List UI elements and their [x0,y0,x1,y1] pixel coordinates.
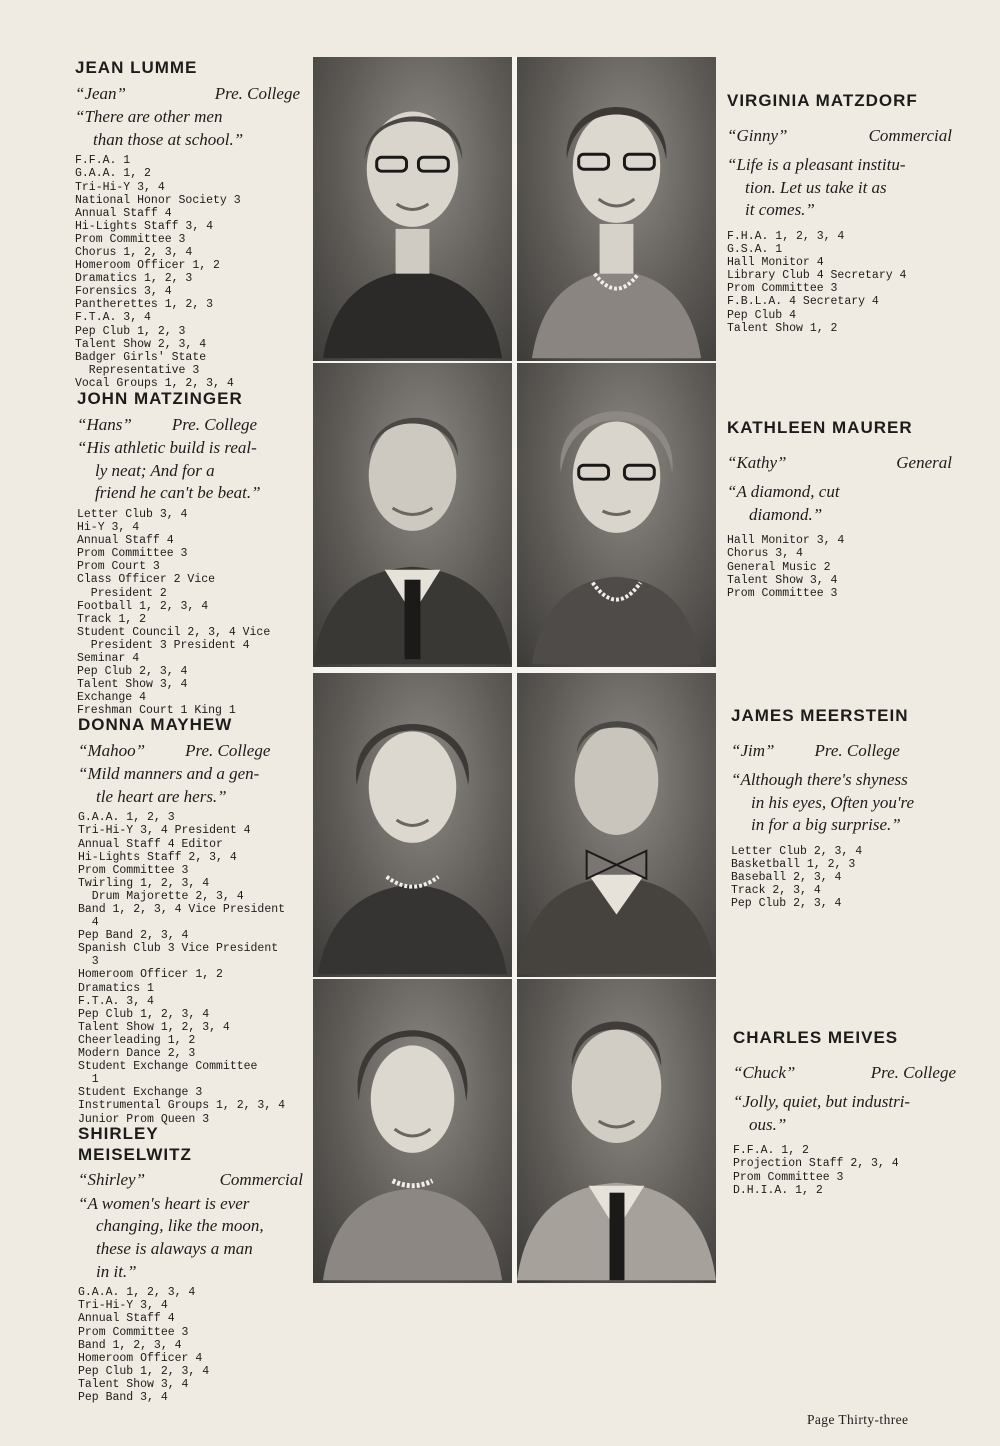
activity-item: Prom Court 3 [77,560,160,574]
nickname-course-row [78,1170,303,1190]
student-course: Pre. College [171,414,258,434]
nickname-course-row [731,741,956,761]
activity-item: Talent Show 3, 4 [78,1377,189,1391]
student-course: Pre. College [814,740,900,760]
student-quote: “Life is a pleasant institu- tion. Let us take it as it comes.” [727,155,906,220]
nickname-course-row [727,453,952,473]
student-nickname: “Chuck” [733,1062,796,1082]
student-entry-shirley-meiselwitz [78,1124,303,1404]
student-quote: “His athletic build is real- ly neat; And for a friend he can't be beat.” [77,438,261,503]
activity-item: F.T.A. 3, 4 [75,311,151,325]
activity-item: Student Exchange 3 [78,1086,203,1100]
activity-item: Pep Club 2, 3, 4 [77,665,188,679]
activity-item: G.A.A. 1, 2 [75,167,151,181]
student-course: Pre. College [214,83,300,103]
student-entry-john-matzinger [77,389,302,717]
student-quote: “There are other men than those at school.” [75,107,244,149]
activity-list [78,1286,303,1404]
activity-item: F.H.A. 1, 2, 3, 4 [727,229,845,243]
student-name: VIRGINIA MATZDORF [727,91,918,110]
student-entry-jean-lumme [75,58,300,390]
portrait-photo-kathleen-maurer [517,363,716,667]
activity-item: Homeroom Officer 1, 2 [78,968,223,982]
activity-item: D.H.I.A. 1, 2 [733,1183,823,1197]
activity-item: Annual Staff 4 Editor [78,837,223,851]
activity-item: Hall Monitor 4 [727,256,824,270]
student-course: Commercial [219,1170,303,1190]
activity-list [727,534,952,599]
student-name: DONNA MAYHEW [78,715,233,734]
portrait-photo-shirley-meiselwitz [313,979,512,1283]
portrait-photo-james-meerstein [517,673,716,977]
nickname-course-row [733,1063,956,1083]
activity-item: Prom Committee 3 [733,1170,844,1184]
activity-item: Badger Girls' State [75,350,207,364]
activity-item: Hi-Lights Staff 3, 4 [75,219,214,233]
student-name: CHARLES MEIVES [733,1028,899,1047]
activity-item: Homeroom Officer 4 [78,1351,203,1365]
activity-item: Chorus 3, 4 [727,547,803,561]
page-number: Page Thirty-three [807,1412,909,1427]
activity-item: Track 2, 3, 4 [731,884,821,898]
activity-item: Chorus 1, 2, 3, 4 [75,246,193,259]
nickname-course-row [78,741,303,761]
activity-item: Pep Band 2, 3, 4 [78,929,189,943]
activity-item: Talent Show 3, 4 [77,678,188,692]
nickname-course-row [75,84,300,104]
activity-item: Prom Committee 3 [78,863,189,877]
activity-item: Freshman Court 1 King 1 [77,704,236,718]
student-entry-charles-meives [733,1028,956,1197]
activity-item: Tri-Hi-Y 3, 4 President 4 [78,824,251,838]
activity-item: G.A.A. 1, 2, 3 [78,811,175,825]
activity-item: Pep Club 1, 2, 3, 4 [78,1364,210,1378]
activity-item: Pantherettes 1, 2, 3 [75,298,214,312]
activity-item: Instrumental Groups 1, 2, 3, 4 [78,1099,286,1113]
activity-item: Modern Dance 2, 3 [78,1047,196,1061]
activity-item: 3 [78,955,99,969]
student-quote: “Jolly, quiet, but industri- ous.” [733,1092,911,1134]
student-entry-virginia-matzdorf [727,91,952,335]
activity-item: Prom Committee 3 [727,282,838,296]
activity-item: Hall Monitor 3, 4 [727,534,845,548]
student-entry-kathleen-maurer [727,418,952,600]
activity-item: Talent Show 2, 3, 4 [75,337,207,351]
activity-item: Annual Staff 4 [77,534,174,548]
activity-item: F.B.L.A. 4 Secretary 4 [727,295,879,309]
activity-item: Talent Show 1, 2 [727,321,838,335]
activity-item: 4 [78,916,99,930]
student-course: General [896,452,952,472]
activity-item: Track 1, 2 [77,612,147,626]
portrait-photo-charles-meives [517,979,716,1283]
activity-item: Prom Committee 3 [77,547,188,561]
student-name: JAMES MEERSTEIN [731,706,909,725]
activity-item: F.T.A. 3, 4 [78,994,154,1008]
portrait-figure [517,979,716,1283]
activity-item: Pep Club 1, 2, 3 [75,324,186,338]
activity-item: Representative 3 [75,363,200,377]
student-nickname: “Jean” [75,83,126,103]
portrait-photo-jean-lumme [313,57,512,361]
activity-item: Dramatics 1, 2, 3 [75,272,193,286]
activity-item: G.A.A. 1, 2, 3, 4 [78,1286,196,1300]
student-course: Pre. College [185,740,271,760]
portrait-figure [313,363,512,667]
activity-item: Student Exchange Committee [78,1060,258,1074]
activity-item: Band 1, 2, 3, 4 [78,1338,182,1352]
student-quote: “A women's heart is ever changing, like the moon, these is alaways a man in it.” [78,1193,264,1281]
activity-item: Vocal Groups 1, 2, 3, 4 [75,376,234,390]
activity-item: Tri-Hi-Y 3, 4 [75,180,165,194]
activity-item: National Honor Society 3 [75,193,241,207]
portrait-photo-donna-mayhew [313,673,512,977]
activity-item: Letter Club 2, 3, 4 [731,844,863,858]
activity-list [733,1144,956,1196]
activity-item: Band 1, 2, 3, 4 Vice President [78,903,286,916]
activity-item: F.F.A. 1, 2 [733,1144,809,1158]
student-name: JOHN MATZINGER [77,389,243,408]
portrait-grid [313,57,716,1281]
activity-item: Class Officer 2 Vice [77,573,216,587]
activity-item: Seminar 4 [77,651,140,665]
activity-item: Library Club 4 Secretary 4 [727,269,907,283]
activity-item: Spanish Club 3 Vice President [78,942,279,956]
nickname-course-row [727,126,952,146]
nickname-course-row [77,415,302,435]
student-quote: “Mild manners and a gen- tle heart are hers.” [78,764,260,806]
activity-item: Prom Committee 3 [727,586,838,600]
activity-list [727,230,952,335]
student-nickname: “Hans” [77,414,132,434]
portrait-figure [517,57,716,361]
activity-item: Forensics 3, 4 [75,285,172,299]
activity-item: President 3 President 4 [77,638,250,652]
activity-item: President 2 [77,586,167,600]
activity-item: 1 [78,1073,99,1087]
portrait-photo-john-matzinger [313,363,512,667]
student-quote: “Although there's shyness in his eyes, Often you're in for a big surprise.” [731,770,915,835]
portrait-photo-virginia-matzdorf [517,57,716,361]
activity-item: Dramatics 1 [78,981,154,995]
student-course: Pre. College [870,1062,956,1082]
activity-item: Football 1, 2, 3, 4 [77,599,209,613]
activity-item: Hi-Y 3, 4 [77,521,140,535]
activity-item: Annual Staff 4 [75,206,172,220]
activity-item: Pep Club 1, 2, 3, 4 [78,1007,210,1021]
portrait-figure [313,979,512,1283]
student-course: Commercial [868,125,952,145]
activity-item: Basketball 1, 2, 3 [731,858,856,872]
activity-item: Pep Band 3, 4 [78,1391,168,1405]
activity-item: Talent Show 1, 2, 3, 4 [78,1020,230,1034]
activity-item: F.F.A. 1 [75,154,131,168]
activity-item: General Music 2 [727,560,831,574]
activity-item: Letter Club 3, 4 [77,507,188,521]
activity-item: Student Council 2, 3, 4 Vice [77,625,271,639]
portrait-figure [313,673,512,977]
activity-item: Pep Club 2, 3, 4 [731,897,842,911]
activity-item: Prom Committee 3 [78,1325,189,1339]
student-name: JEAN LUMME [75,58,198,77]
activity-item: Talent Show 3, 4 [727,573,838,587]
activity-item: G.S.A. 1 [727,243,783,257]
student-entry-james-meerstein [731,706,956,910]
activity-item: Hi-Lights Staff 2, 3, 4 [78,850,237,864]
activity-item: Exchange 4 [77,691,147,705]
activity-item: Homeroom Officer 1, 2 [75,259,220,273]
student-nickname: “Kathy” [727,452,787,472]
student-name: SHIRLEY MEISELWITZ [78,1124,192,1164]
portrait-figure [517,363,716,667]
activity-list [731,845,956,910]
activity-item: Pep Club 4 [727,308,797,322]
activity-item: Drum Majorette 2, 3, 4 [78,889,244,903]
student-nickname: “Shirley” [78,1170,146,1190]
activity-item: Annual Staff 4 [78,1312,175,1326]
portrait-figure [517,673,716,977]
student-nickname: “Jim” [731,740,775,760]
activity-item: Prom Committee 3 [75,232,186,246]
student-nickname: “Mahoo” [78,740,146,760]
activity-item: Cheerleading 1, 2 [78,1033,196,1047]
student-entry-donna-mayhew [78,715,303,1126]
activity-list [78,811,303,1125]
activity-item: Tri-Hi-Y 3, 4 [78,1299,168,1313]
activity-item: Twirling 1, 2, 3, 4 [78,876,210,890]
activity-item: Baseball 2, 3, 4 [731,871,842,885]
student-name: KATHLEEN MAURER [727,418,913,437]
student-quote: “A diamond, cut diamond.” [727,482,840,524]
activity-item: Projection Staff 2, 3, 4 [733,1157,899,1171]
portrait-figure [313,57,512,361]
activity-list [75,154,300,390]
activity-list [77,508,302,718]
activity-item: Junior Prom Queen 3 [78,1112,210,1126]
student-nickname: “Ginny” [727,125,788,145]
